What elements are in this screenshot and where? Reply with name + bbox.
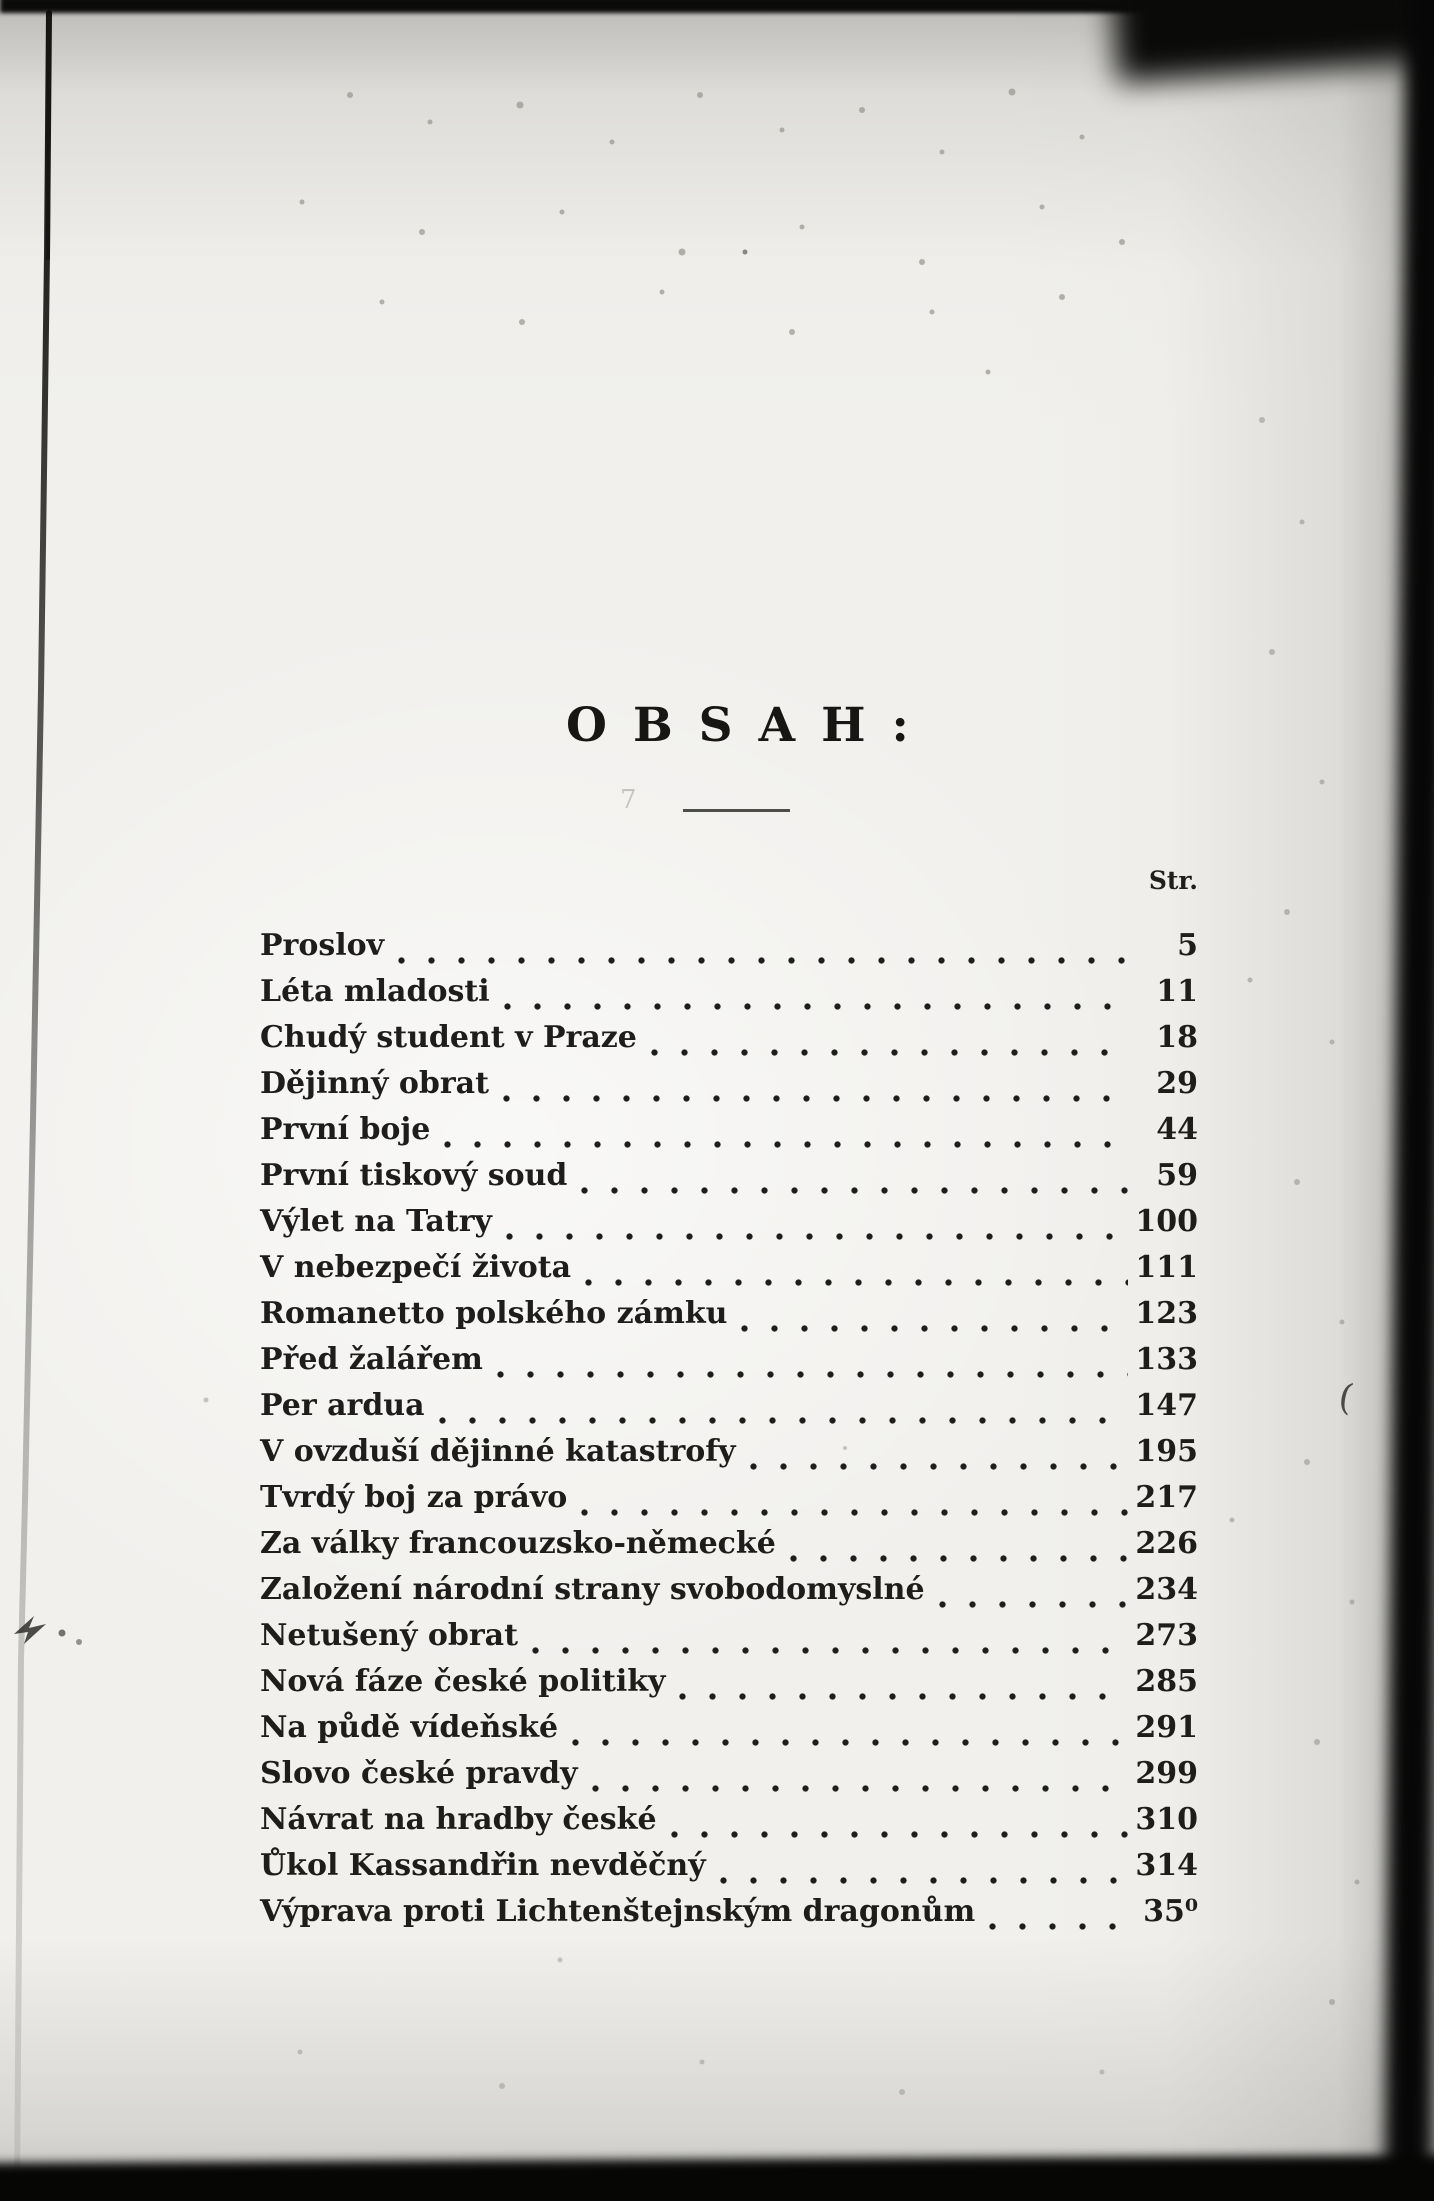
toc-entry-page: 291: [1135, 1710, 1198, 1745]
dot-leader: [750, 1463, 1128, 1470]
margin-arrow-mark: [14, 1616, 46, 1644]
dot-leader: [532, 1647, 1128, 1654]
toc-entry-title: Nová fáze české politiky: [260, 1664, 666, 1699]
dot-leader: [581, 1187, 1128, 1194]
toc-entry-title: Léta mladosti: [260, 974, 490, 1009]
dot-leader: [679, 1693, 1128, 1700]
toc-entry: [260, 1894, 1198, 1940]
toc-entry-page: 18: [1156, 1020, 1198, 1055]
page-column-header: Str.: [1148, 866, 1198, 895]
toc-entry-page: 299: [1135, 1756, 1198, 1791]
toc-entry-title: Výprava proti Lichtenštejnským dragonům: [260, 1894, 976, 1929]
toc-entry-title: Romanetto polského zámku: [260, 1296, 728, 1331]
toc-entry-title: V ovzduší dějinné katastrofy: [260, 1434, 736, 1469]
toc-entry: [260, 1664, 1198, 1710]
table-of-contents: [260, 928, 1198, 1940]
dot-leader: [741, 1325, 1128, 1332]
toc-entry-page: 123: [1135, 1296, 1198, 1331]
toc-entry-page: 100: [1135, 1204, 1198, 1239]
toc-entry-title: Za války francouzsko-německé: [260, 1526, 776, 1561]
toc-entry-page: 44: [1156, 1112, 1198, 1147]
binding-crease-line: [17, 13, 49, 2195]
dot-leader: [504, 1003, 1128, 1010]
toc-entry: [260, 1802, 1198, 1848]
toc-entry: [260, 1112, 1198, 1158]
toc-entry-page: 59: [1156, 1158, 1198, 1193]
toc-entry: [260, 1204, 1198, 1250]
stray-paren-mark: (: [1335, 1376, 1357, 1420]
margin-speck: [59, 1630, 66, 1637]
toc-entry-title: V nebezpečí života: [260, 1250, 572, 1285]
toc-entry-page: 234: [1135, 1572, 1198, 1607]
toc-entry-title: Návrat na hradby české: [260, 1802, 657, 1837]
dot-leader: [720, 1877, 1128, 1884]
toc-entry-title: Na půdě vídeňské: [260, 1710, 559, 1745]
dot-leader: [506, 1233, 1128, 1240]
toc-entry-page: 35⁰: [1143, 1894, 1198, 1929]
toc-entry: [260, 1618, 1198, 1664]
toc-entry: [260, 1572, 1198, 1618]
toc-entry-page: 285: [1135, 1664, 1198, 1699]
dot-leader: [444, 1141, 1128, 1148]
toc-entry-page: 11: [1156, 974, 1198, 1009]
toc-entry-page: 133: [1135, 1342, 1198, 1377]
dot-leader: [497, 1371, 1128, 1378]
dot-leader: [398, 957, 1128, 964]
toc-entry-title: První boje: [260, 1112, 431, 1147]
toc-entry: [260, 1250, 1198, 1296]
toc-entry: [260, 928, 1198, 974]
toc-entry-title: Před žalářem: [260, 1342, 483, 1377]
right-edge-speckles: [1230, 417, 1360, 2005]
toc-entry-page: 147: [1135, 1388, 1198, 1423]
toc-entry-page: 314: [1135, 1848, 1198, 1883]
toc-entry-title: Proslov: [260, 928, 385, 963]
margin-speck: [76, 1639, 82, 1645]
faint-mark: 7: [620, 785, 637, 815]
dot-leader: [439, 1417, 1128, 1424]
toc-entry-page: 111: [1135, 1250, 1198, 1285]
page-title: OBSAH:: [566, 698, 935, 753]
toc-entry: [260, 974, 1198, 1020]
toc-entry: [260, 1526, 1198, 1572]
dot-leader: [790, 1555, 1128, 1562]
dot-leader: [939, 1601, 1128, 1608]
toc-entry: [260, 1388, 1198, 1434]
toc-entry-title: Založení národní strany svobodomyslné: [260, 1572, 925, 1607]
dot-leader: [651, 1049, 1128, 1056]
toc-entry-page: 29: [1156, 1066, 1198, 1101]
toc-entry-title: Chudý student v Praze: [260, 1020, 637, 1055]
toc-entry-title: Výlet na Tatry: [260, 1204, 492, 1239]
scan-border-right: [1385, 0, 1434, 2201]
toc-entry-title: Ůkol Kassandřin nevděčný: [260, 1848, 706, 1883]
toc-entry-title: Tvrdý boj za právo: [260, 1480, 568, 1515]
dot-leader: [572, 1739, 1128, 1746]
dot-leader: [585, 1279, 1128, 1286]
toc-entry: [260, 1342, 1198, 1388]
toc-entry-page: 310: [1135, 1802, 1198, 1837]
scan-shadow-top-right: [1111, 0, 1434, 82]
toc-entry: [260, 1710, 1198, 1756]
toc-entry: [260, 1756, 1198, 1802]
toc-entry: [260, 1020, 1198, 1066]
toc-entry-page: 226: [1135, 1526, 1198, 1561]
toc-entry: [260, 1158, 1198, 1204]
dot-leader: [581, 1509, 1128, 1516]
dot-leader: [989, 1923, 1128, 1930]
toc-entry-title: Dějinný obrat: [260, 1066, 489, 1101]
toc-entry: [260, 1434, 1198, 1480]
toc-entry-title: Per ardua: [260, 1388, 425, 1423]
toc-entry-page: 273: [1135, 1618, 1198, 1653]
scan-border-bottom: [0, 2155, 1434, 2201]
toc-entry: [260, 1066, 1198, 1112]
toc-entry-title: První tiskový soud: [260, 1158, 568, 1193]
toc-entry-page: 5: [1177, 928, 1198, 963]
toc-entry-page: 217: [1135, 1480, 1198, 1515]
dot-leader: [503, 1095, 1128, 1102]
title-divider-rule: [683, 809, 790, 812]
toc-entry: [260, 1296, 1198, 1342]
paper-speckles: [300, 89, 1126, 375]
toc-entry: [260, 1848, 1198, 1894]
dot-leader: [592, 1785, 1128, 1792]
dot-leader: [671, 1831, 1128, 1838]
toc-entry: [260, 1480, 1198, 1526]
toc-entry-title: Slovo české pravdy: [260, 1756, 578, 1791]
toc-entry-title: Netušený obrat: [260, 1618, 518, 1653]
binding-crease-line-top: [48, 13, 49, 258]
toc-entry-page: 195: [1135, 1434, 1198, 1469]
